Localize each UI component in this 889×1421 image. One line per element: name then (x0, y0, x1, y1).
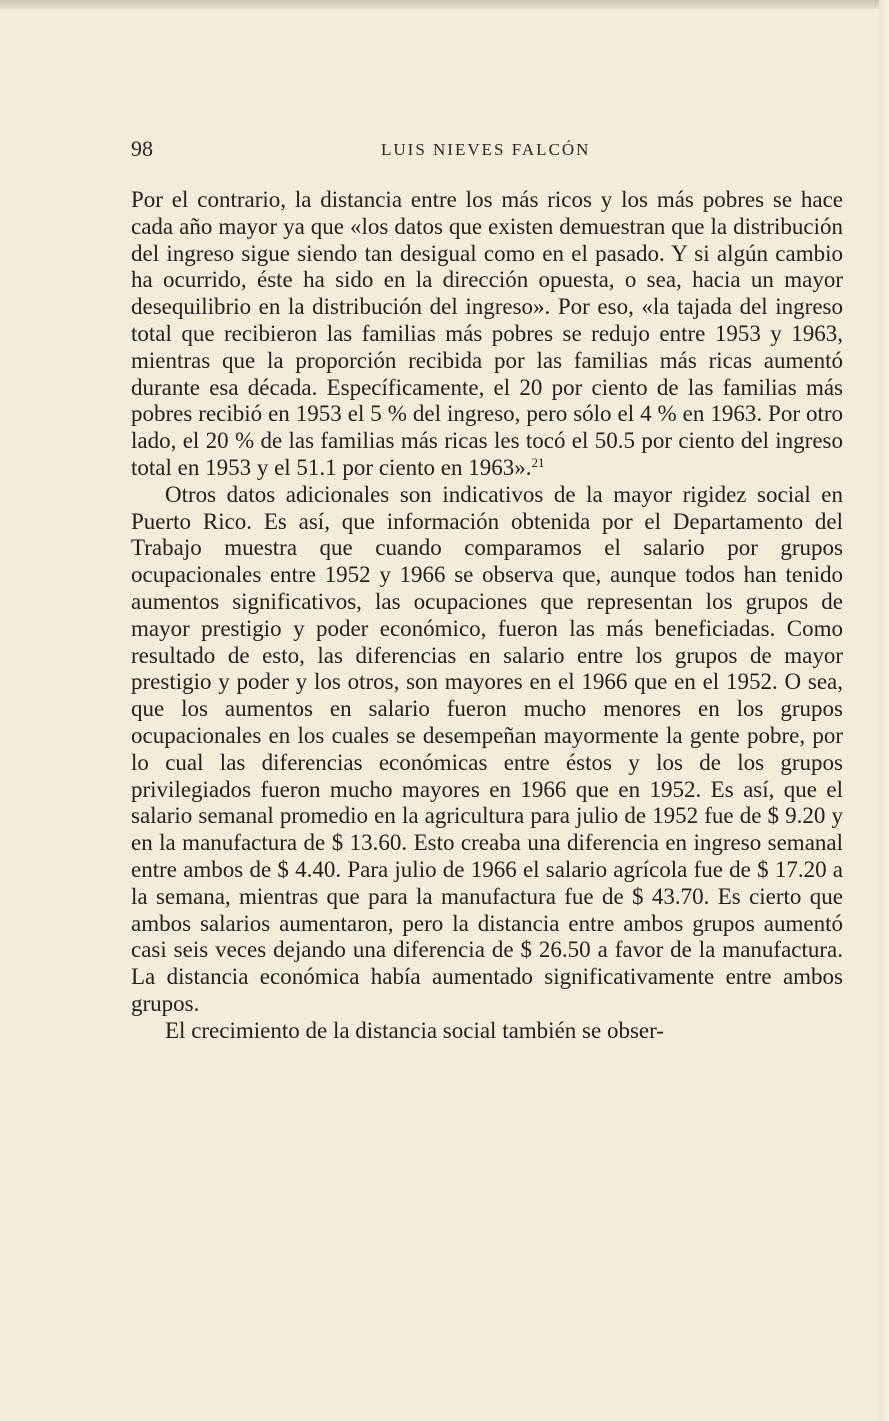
page-number: 98 (131, 136, 153, 161)
paragraph-1 (131, 187, 843, 482)
page-top-edge (0, 0, 889, 9)
page-right-edge (879, 0, 889, 1421)
paragraph-1-text: Por el contrario, la distancia entre los más ricos y los más pobres se hace cada año mayor ya que «los datos que existen demuestran que la distribución del ingreso sigue siendo tan desigual como en el pasado. Y si algún cambio ha ocurrido, éste ha sido en la dirección opuesta, o sea, hacia un mayor desequilibrio en la distribución del ingreso». Por eso, «la tajada del ingreso total que recibieron las familias más pobres se redujo entre 1953 y 1963, mientras que la proporción recibida por las familias más ricas aumentó durante esa década. Específicamente, el 20 por ciento de las familias más pobres recibió en 1953 el 5 % del ingreso, pero sólo el 4 % en 1963. Por otro lado, el 20 % de las familias más ricas les tocó el 50.5 por ciento del ingreso total en 1953 y el 51.1 por ciento en 1963». (131, 187, 843, 480)
paragraph-2: Otros datos adicionales son indicativos de la mayor rigidez social en Puerto Rico. Es así, que información obtenida por el Departamento del Trabajo muestra que cuando comparamos el salario por grupos ocupacionales entre 1952 y 1966 se observa que, aunque todos han tenido aumentos significativos, las ocupaciones que representan los grupos de mayor prestigio y poder económico, fueron las más beneficiadas. Como resultado de esto, las diferencias en salario entre los grupos de mayor prestigio y poder y los otros, son mayores en el 1966 que en el 1952. O sea, que los aumentos en salario fueron mucho menores en los grupos ocupacionales en los cuales se desempeñan mayormente la gente pobre, por lo cual las diferencias económicas entre éstos y los de los grupos privilegiados fueron mucho mayores en 1966 que en 1952. Es así, que el salario semanal promedio en la agricultura para julio de 1952 fue de $ 9.20 y en la manufactura de $ 13.60. Esto creaba una diferencia en ingreso semanal entre ambos de $ 4.40. Para julio de 1966 el salario agrícola fue de $ 17.20 a la semana, mientras que para la manufactura fue de $ 43.70. Es cierto que ambos salarios aumentaron, pero la distancia entre ambos grupos aumentó casi seis veces dejando una diferencia de $ 26.50 a favor de la manufactura. La distancia económica había aumentado significativamente entre ambos grupos. (131, 481, 843, 1016)
body-text (131, 187, 843, 1045)
running-title: LUIS NIEVES FALCÓN (381, 140, 591, 159)
paragraph-3: El crecimiento de la distancia social también se obser- (165, 1017, 664, 1043)
running-header (131, 136, 843, 162)
footnote-ref-21: 21 (531, 454, 545, 470)
